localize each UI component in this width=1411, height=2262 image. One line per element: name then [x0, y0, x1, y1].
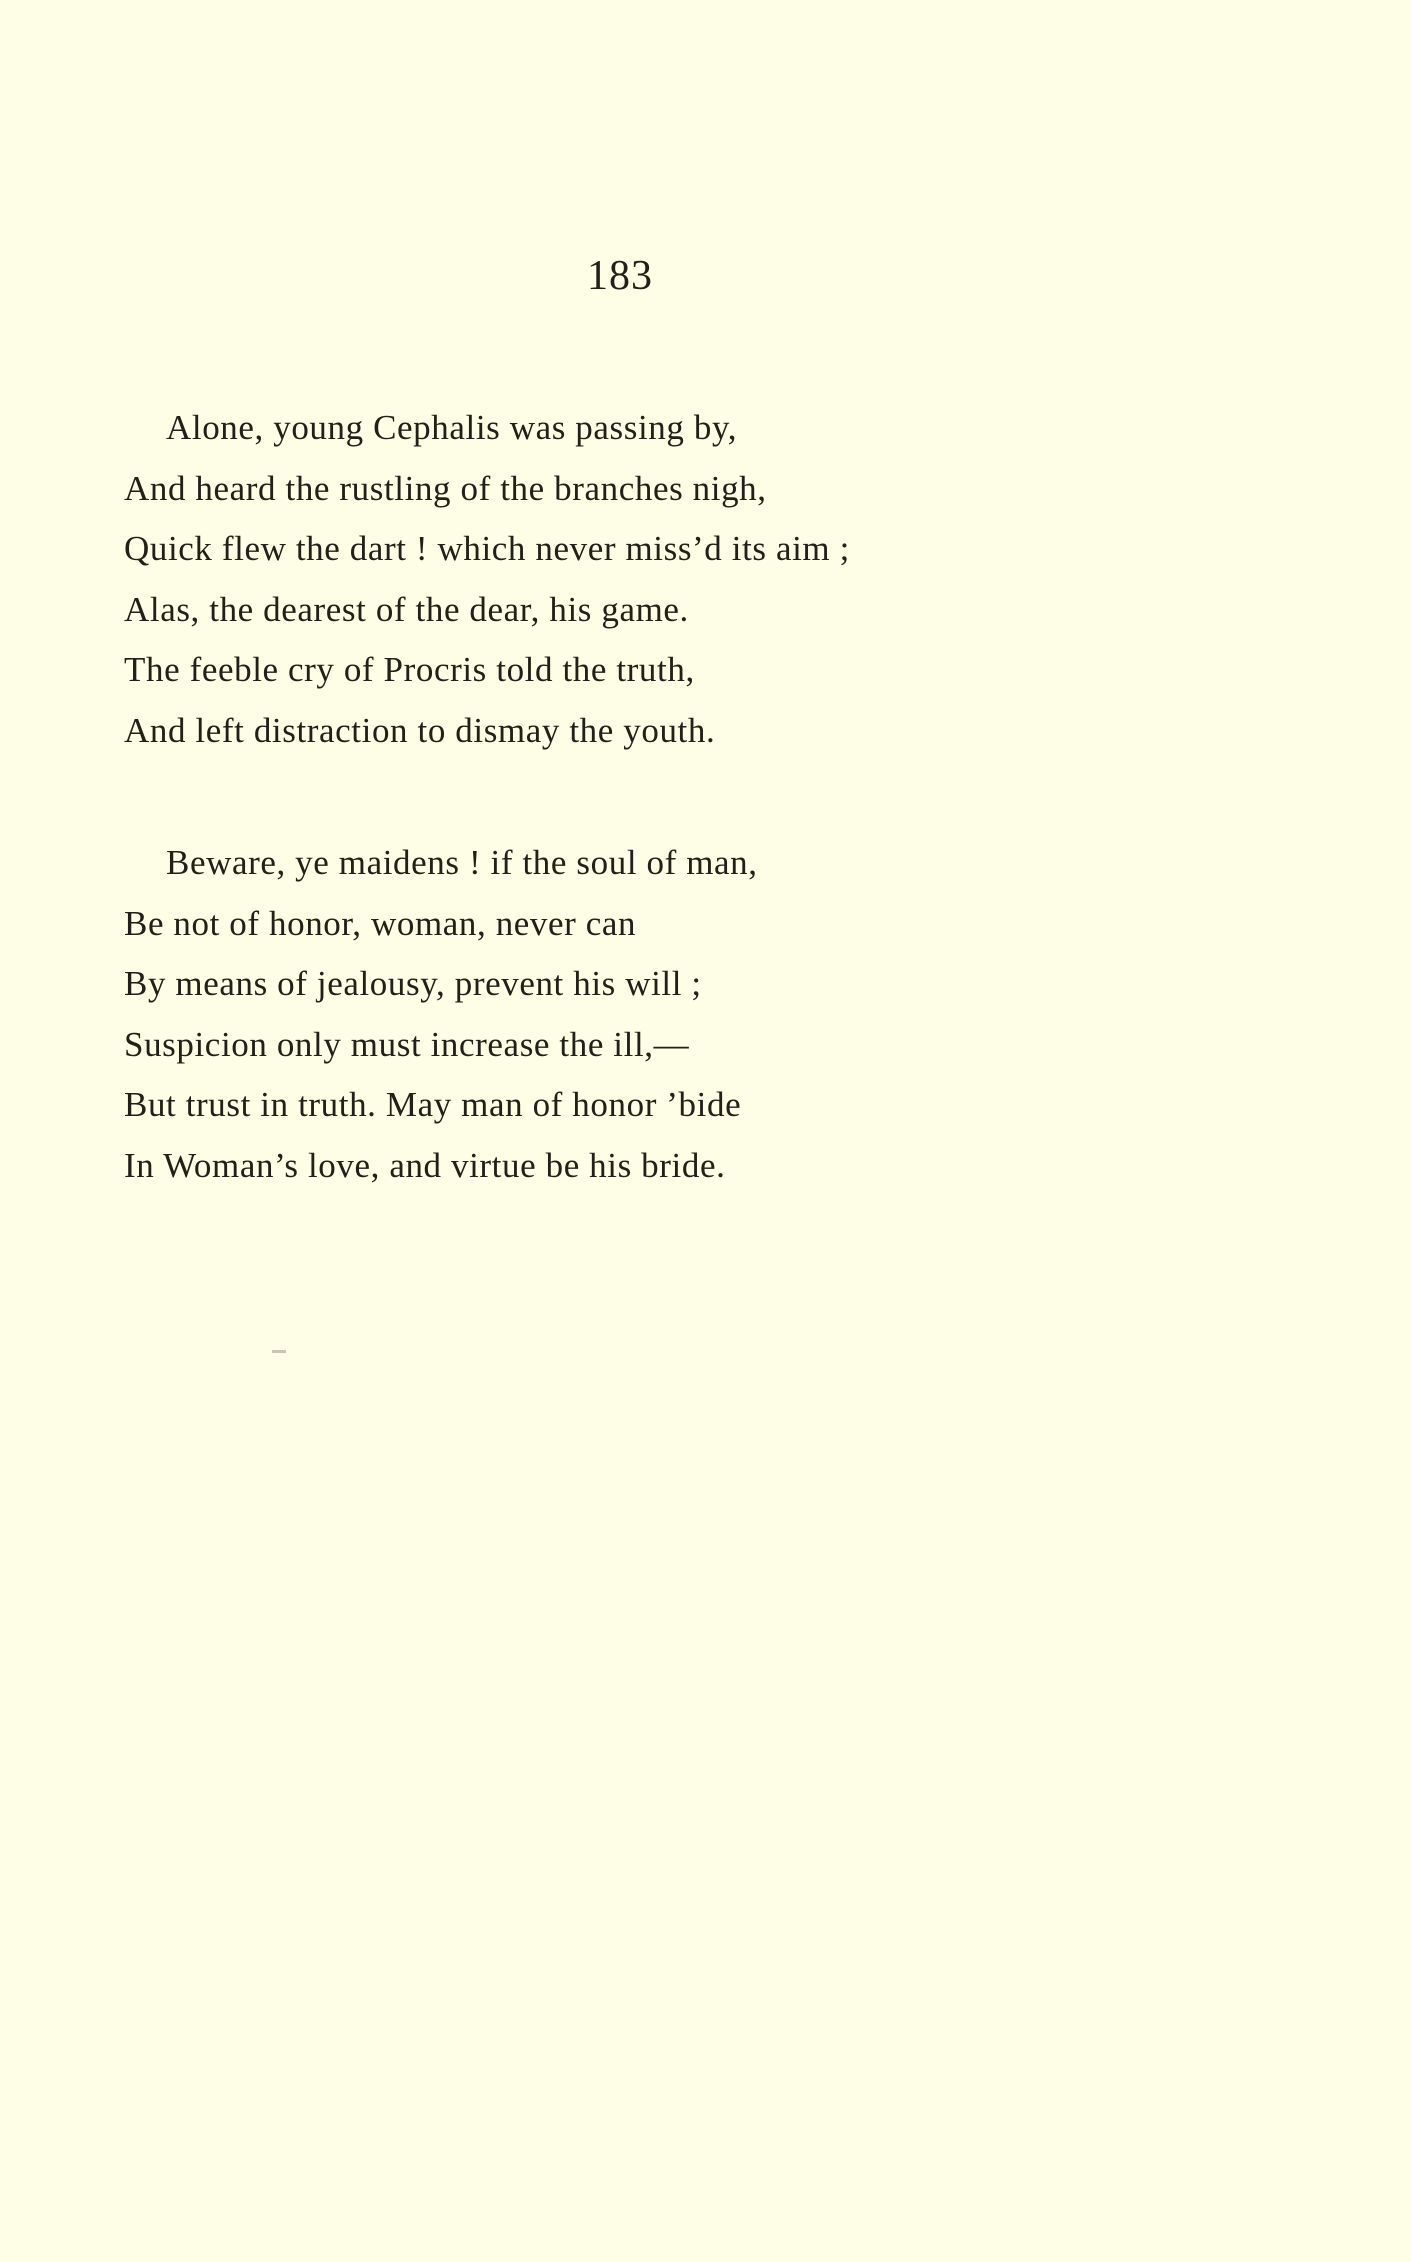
poem-line: Alas, the dearest of the dear, his game.: [124, 589, 689, 629]
page-number: 183: [587, 253, 653, 299]
stanza-1: [124, 398, 850, 761]
poem-line: Be not of honor, woman, never can: [124, 903, 637, 943]
poem-line: Suspicion only must increase the ill,—: [124, 1024, 690, 1064]
poem-line: And heard the rustling of the branches nigh,: [124, 468, 767, 508]
poem-line: By means of jealousy, prevent his will ;: [124, 964, 702, 1003]
poem-line: Quick flew the dart ! which never miss’d its aim ;: [124, 529, 850, 568]
poem-line: And left distraction to dismay the youth.: [124, 710, 716, 750]
poem-line: But trust in truth. May man of honor ’bide: [124, 1085, 742, 1124]
poem-line: In Woman’s love, and virtue be his bride.: [124, 1145, 726, 1185]
poem-line: Beware, ye maidens ! if the soul of man,: [166, 843, 758, 882]
poem-line: Alone, young Cephalis was passing by,: [166, 408, 738, 447]
stanza-2: [124, 833, 758, 1196]
poem-line: The feeble cry of Procris told the truth,: [124, 650, 695, 689]
paper-speck: [272, 1350, 286, 1353]
